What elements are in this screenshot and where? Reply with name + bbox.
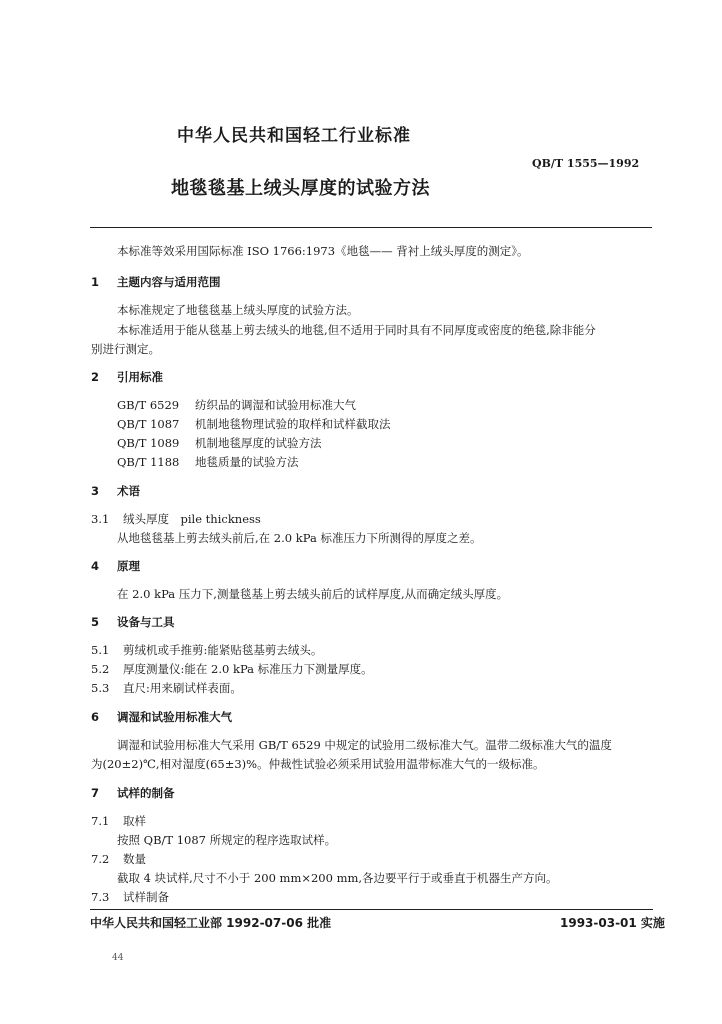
subsection-title: 试样制备 xyxy=(123,890,169,904)
standard-code: QB/T 1555—1992 xyxy=(532,157,640,170)
subsection-number: 5.3 xyxy=(91,681,110,695)
section-7-heading xyxy=(91,785,175,801)
reference-name: 纺织品的调湿和试验用标准大气 xyxy=(195,398,356,412)
section-title: 术语 xyxy=(117,484,140,498)
section-title: 主题内容与适用范围 xyxy=(117,275,221,289)
subsection-title: 取样 xyxy=(123,814,146,828)
reference-item xyxy=(117,435,322,451)
section-1-paragraph-2-cont: 别进行测定。 xyxy=(91,342,160,356)
page-number: 44 xyxy=(112,953,124,963)
section-number: 6 xyxy=(91,710,100,724)
standard-type-heading: 中华人民共和国轻工行业标准 xyxy=(177,126,411,146)
section-title: 原理 xyxy=(117,559,140,573)
reference-item xyxy=(117,416,391,432)
equipment-text: 剪绒机或手推剪:能紧贴毯基剪去绒头。 xyxy=(123,643,323,657)
subsection-7-1 xyxy=(91,813,146,829)
equipment-text: 直尺:用来刷试样表面。 xyxy=(123,681,242,695)
equipment-item xyxy=(91,661,373,677)
reference-code: QB/T 1188 xyxy=(117,455,180,469)
section-6-heading xyxy=(91,709,232,725)
reference-name: 机制地毯厚度的试验方法 xyxy=(195,436,322,450)
subsection-number: 5.2 xyxy=(91,662,110,676)
subsection-title: 数量 xyxy=(123,852,146,866)
subsection-title: 绒头厚度 pile thickness xyxy=(123,512,261,526)
section-number: 5 xyxy=(91,615,100,629)
subsection-7-2 xyxy=(91,851,146,867)
section-6-paragraph: 调湿和试验用标准大气采用 GB/T 6529 中规定的试验用二级标准大气。温带二级标准大气的温度 xyxy=(117,738,612,752)
implementation-date: 1993-03-01 实施 xyxy=(560,916,665,930)
subsection-number: 5.1 xyxy=(91,643,110,657)
document-title: 地毯毯基上绒头厚度的试验方法 xyxy=(171,178,430,199)
section-1-paragraph-2: 本标准适用于能从毯基上剪去绒头的地毯,但不适用于同时具有不同厚度或密度的绝毯,除非能分 xyxy=(117,323,596,337)
section-number: 7 xyxy=(91,786,100,800)
approval-line: 中华人民共和国轻工业部 1992-07-06 批准 xyxy=(90,916,332,930)
subsection-7-1-text: 按照 QB/T 1087 所规定的程序选取试样。 xyxy=(117,833,337,847)
intro-paragraph: 本标准等效采用国际标准 ISO 1766:1973《地毯—— 背衬上绒头厚度的测定》。 xyxy=(117,244,529,258)
reference-code: QB/T 1087 xyxy=(117,417,180,431)
section-title: 引用标准 xyxy=(117,370,163,384)
section-number: 2 xyxy=(91,370,100,384)
section-4-text: 在 2.0 kPa 压力下,测量毯基上剪去绒头前后的试样厚度,从而确定绒头厚度。 xyxy=(117,587,509,601)
section-1-paragraph-1: 本标准规定了地毯毯基上绒头厚度的试验方法。 xyxy=(117,303,359,317)
reference-item xyxy=(117,454,299,470)
subsection-3-1 xyxy=(91,511,261,527)
section-2-heading xyxy=(91,369,163,385)
section-5-heading xyxy=(91,614,175,630)
section-number: 3 xyxy=(91,484,100,498)
subsection-number: 7.3 xyxy=(91,890,110,904)
subsection-number: 7.1 xyxy=(91,814,110,828)
reference-item xyxy=(117,397,356,413)
reference-name: 机制地毯物理试验的取样和试样截取法 xyxy=(195,417,391,431)
reference-name: 地毯质量的试验方法 xyxy=(195,455,299,469)
section-number: 4 xyxy=(91,559,100,573)
section-3-heading xyxy=(91,483,140,499)
subsection-number: 7.2 xyxy=(91,852,110,866)
section-title: 设备与工具 xyxy=(117,615,175,629)
footer-divider xyxy=(90,909,653,910)
section-4-heading xyxy=(91,558,140,574)
section-6-paragraph-cont: 为(20±2)℃,相对湿度(65±3)%。仲裁性试验必须采用试验用温带标准大气的一级标准。 xyxy=(91,757,545,771)
subsection-3-1-text: 从地毯毯基上剪去绒头前后,在 2.0 kPa 标准压力下所测得的厚度之差。 xyxy=(117,531,482,545)
equipment-item xyxy=(91,642,322,658)
subsection-7-2-text: 截取 4 块试样,尺寸不小于 200 mm×200 mm,各边要平行于或垂直于机器生产方向。 xyxy=(117,871,558,885)
section-number: 1 xyxy=(91,275,100,289)
header-divider xyxy=(90,227,652,228)
reference-code: GB/T 6529 xyxy=(117,398,180,412)
equipment-item xyxy=(91,680,242,696)
subsection-number: 3.1 xyxy=(91,512,110,526)
section-title: 调湿和试验用标准大气 xyxy=(117,710,232,724)
section-1-heading xyxy=(91,274,221,290)
equipment-text: 厚度测量仪:能在 2.0 kPa 标准压力下测量厚度。 xyxy=(123,662,373,676)
section-title: 试样的制备 xyxy=(117,786,175,800)
subsection-7-3 xyxy=(91,889,169,905)
reference-code: QB/T 1089 xyxy=(117,436,180,450)
